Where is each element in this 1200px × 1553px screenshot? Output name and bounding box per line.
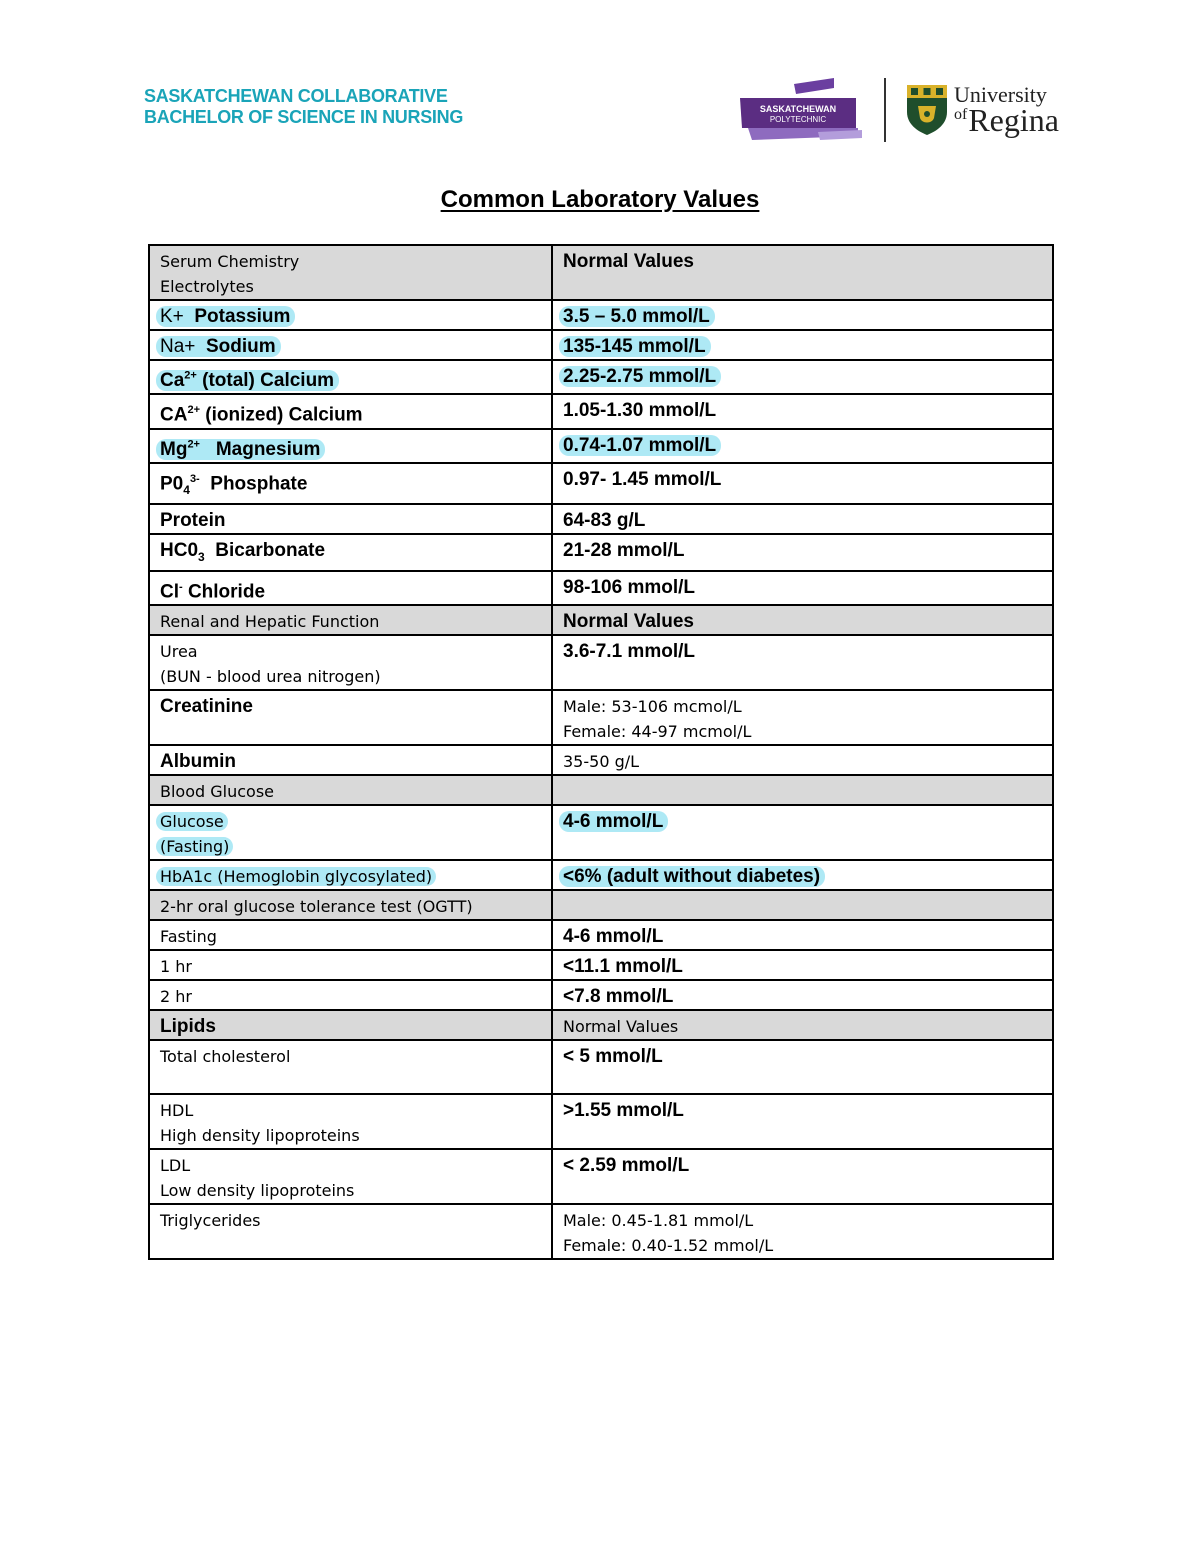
table-cell [149,534,552,571]
creatinine-male: Male: 53-106 mcmol/L [563,697,742,717]
logo-divider [884,78,886,142]
table-cell [149,890,552,920]
urea-line-2: (BUN - blood urea nitrogen) [160,667,381,687]
bicarbonate-subscript: 3 [198,549,205,564]
creatinine-name: Creatinine [160,696,253,718]
triglycerides: Triglycerides [160,1211,261,1231]
table-row [149,534,1053,571]
table-cell [149,394,552,428]
table-cell [552,1094,1053,1149]
program-line-1: SASKATCHEWAN COLLABORATIVE [144,86,448,106]
calcium-ionized-value: 1.05-1.30 mmol/L [563,400,717,422]
magnesium-name: Magnesium [215,438,321,460]
ldl-value: < 2.59 mmol/L [563,1155,690,1177]
ogtt-header: 2-hr oral glucose tolerance test (OGTT) [160,897,473,917]
ogtt-1hr-value: <11.1 mmol/L [563,956,683,978]
table-section-header [149,605,1053,635]
sodium-name: Sodium [205,336,276,357]
ldl-line-2: Low density lipoproteins [160,1181,355,1201]
chloride-name: Chloride [187,581,266,603]
sodium-value: 135-145 mmol/L [559,336,711,357]
table-cell [149,429,552,463]
highlighted-text [156,370,339,391]
table-cell [552,463,1053,504]
university-of-regina-wordmark [954,84,1059,136]
table-cell [149,463,552,504]
table-row [149,1094,1053,1149]
protein-value: 64-83 g/L [563,510,646,532]
calcium-total-charge: 2+ [184,370,197,382]
chloride-symbol: Cl [160,581,179,603]
table-row [149,504,1053,534]
table-cell [149,635,552,690]
calcium-ionized-name: (ionized) Calcium [205,404,363,426]
page-title: Common Laboratory Values [440,186,760,213]
table-cell [552,950,1053,980]
albumin-value: 35-50 g/L [563,752,640,772]
table-row [149,330,1053,360]
ogtt-2hr: 2 hr [160,987,192,1007]
highlighted-text [156,439,325,460]
table-row [149,429,1053,463]
calcium-total-name: (total) Calcium [202,370,335,392]
glucose-line-2: (Fasting) [156,837,233,856]
table-cell [149,920,552,950]
table-cell [552,571,1053,605]
phosphate-charge: 3- [189,472,200,485]
table-cell [552,1149,1053,1204]
uor-university: University [954,82,1047,107]
magnesium-charge: 2+ [187,438,200,451]
magnesium-symbol: Mg [160,438,188,460]
bicarbonate-value: 21-28 mmol/L [563,540,685,562]
table-cell [552,504,1053,534]
ogtt-1hr: 1 hr [160,957,192,977]
table-cell [552,635,1053,690]
table-cell [552,605,1053,635]
table-row [149,1040,1053,1094]
table-cell [552,745,1053,775]
ogtt-fasting: Fasting [160,927,217,947]
table-section-header [149,245,1053,300]
table-row [149,745,1053,775]
hdl-line-1: HDL [160,1101,194,1121]
highlighted-text [156,336,281,357]
potassium-symbol: K+ [160,306,184,327]
table-cell [552,690,1053,745]
chloride-value: 98-106 mmol/L [563,576,695,598]
ogtt-fasting-value: 4-6 mmol/L [563,926,664,948]
table-row [149,300,1053,330]
table-cell [552,429,1053,463]
lipids-header-normal-values: Normal Values [563,1017,679,1037]
table-cell [149,860,552,890]
table-row [149,571,1053,605]
serum-header-line-1: Serum Chemistry [160,252,300,271]
table-cell [552,394,1053,428]
renal-header: Renal and Hepatic Function [160,612,380,632]
potassium-value: 3.5 – 5.0 mmol/L [559,306,715,327]
table-cell [552,245,1053,300]
serum-header-normal-values: Normal Values [563,251,694,272]
urea-value: 3.6-7.1 mmol/L [563,641,695,663]
highlighted-text [156,306,295,327]
phosphate-value: 0.97- 1.45 mmol/L [563,468,722,490]
phosphate-name: Phosphate [210,473,308,495]
serum-header-line-2: Electrolytes [160,277,254,296]
table-cell [149,300,552,330]
table-row [149,463,1053,504]
table-row [149,360,1053,394]
triglycerides-male: Male: 0.45-1.81 mmol/L [563,1211,754,1231]
chloride-charge: - [179,580,183,593]
table-cell [149,1149,552,1204]
table-cell [149,360,552,394]
table-cell [149,950,552,980]
table-row [149,805,1053,860]
table-cell [552,1040,1053,1094]
table-cell [149,980,552,1010]
table-cell [149,805,552,860]
table-cell [149,605,552,635]
lipids-header: Lipids [160,1016,216,1038]
creatinine-female: Female: 44-97 mcmol/L [563,722,752,742]
table-cell [552,360,1053,394]
sodium-symbol: Na+ [160,336,196,357]
urea-line-1: Urea [160,642,198,662]
table-row [149,980,1053,1010]
total-cholesterol: Total cholesterol [160,1047,291,1067]
glucose-line-1: Glucose [156,812,228,831]
table-cell [149,1094,552,1149]
table-row [149,690,1053,745]
ogtt-2hr-value: <7.8 mmol/L [563,986,674,1008]
glucose-value: 4-6 mmol/L [559,811,668,832]
phosphate-symbol: P0 [160,473,184,495]
table-section-header [149,890,1053,920]
table-row [149,394,1053,428]
table-cell [552,300,1053,330]
table-cell [552,1204,1053,1259]
university-of-regina-shield-icon [906,84,948,136]
table-row [149,860,1053,890]
table-cell [149,775,552,805]
table-cell [149,330,552,360]
calcium-total-value: 2.25-2.75 mmol/L [559,366,721,387]
table-cell [149,504,552,534]
triglycerides-female: Female: 0.40-1.52 mmol/L [563,1236,774,1256]
poly-logo-line-2: POLYTECHNIC [769,115,827,124]
hdl-value: >1.55 mmol/L [563,1100,684,1122]
table-row [149,1149,1053,1204]
table-cell [552,980,1053,1010]
table-row [149,1204,1053,1259]
table-cell [552,330,1053,360]
table-cell [149,1010,552,1040]
table-cell [552,860,1053,890]
program-line-2: BACHELOR OF SCIENCE IN NURSING [144,107,464,127]
table-cell [149,1040,552,1094]
renal-header-normal-values: Normal Values [563,611,694,633]
table-cell [552,920,1053,950]
calcium-total-symbol: Ca [160,370,185,392]
table-cell [149,571,552,605]
hba1c-name: HbA1c (Hemoglobin glycosylated) [156,867,436,886]
table-cell [149,690,552,745]
glucose-header: Blood Glucose [160,782,274,802]
table-section-header [149,775,1053,805]
ldl-line-1: LDL [160,1156,191,1176]
magnesium-value: 0.74-1.07 mmol/L [559,435,721,456]
table-cell [552,775,1053,805]
poly-logo-line-1: SASKATCHEWAN [759,104,837,114]
total-cholesterol-value: < 5 mmol/L [563,1046,663,1068]
hba1c-value: <6% (adult without diabetes) [559,866,825,887]
calcium-ionized-charge: 2+ [187,404,200,417]
table-cell [149,745,552,775]
uor-of: of [954,106,968,123]
protein-name: Protein [160,510,226,532]
uor-regina: Regina [968,102,1059,138]
hdl-line-2: High density lipoproteins [160,1126,360,1146]
table-cell [149,245,552,300]
potassium-name: Potassium [194,306,291,327]
bicarbonate-symbol: HC0 [160,540,199,562]
table-cell [552,534,1053,571]
program-name [144,86,463,128]
table-section-header [149,1010,1053,1040]
table-cell [149,1204,552,1259]
table-row [149,635,1053,690]
table-cell [552,890,1053,920]
calcium-ionized-symbol: CA [160,404,188,426]
saskatchewan-polytechnic-logo [738,76,864,142]
lab-values-table [148,244,1054,1260]
bicarbonate-name: Bicarbonate [215,540,326,562]
table-cell [552,805,1053,860]
albumin-name: Albumin [160,751,236,773]
table-row [149,920,1053,950]
table-cell [552,1010,1053,1040]
phosphate-subscript: 4 [183,483,190,498]
table-row [149,950,1053,980]
